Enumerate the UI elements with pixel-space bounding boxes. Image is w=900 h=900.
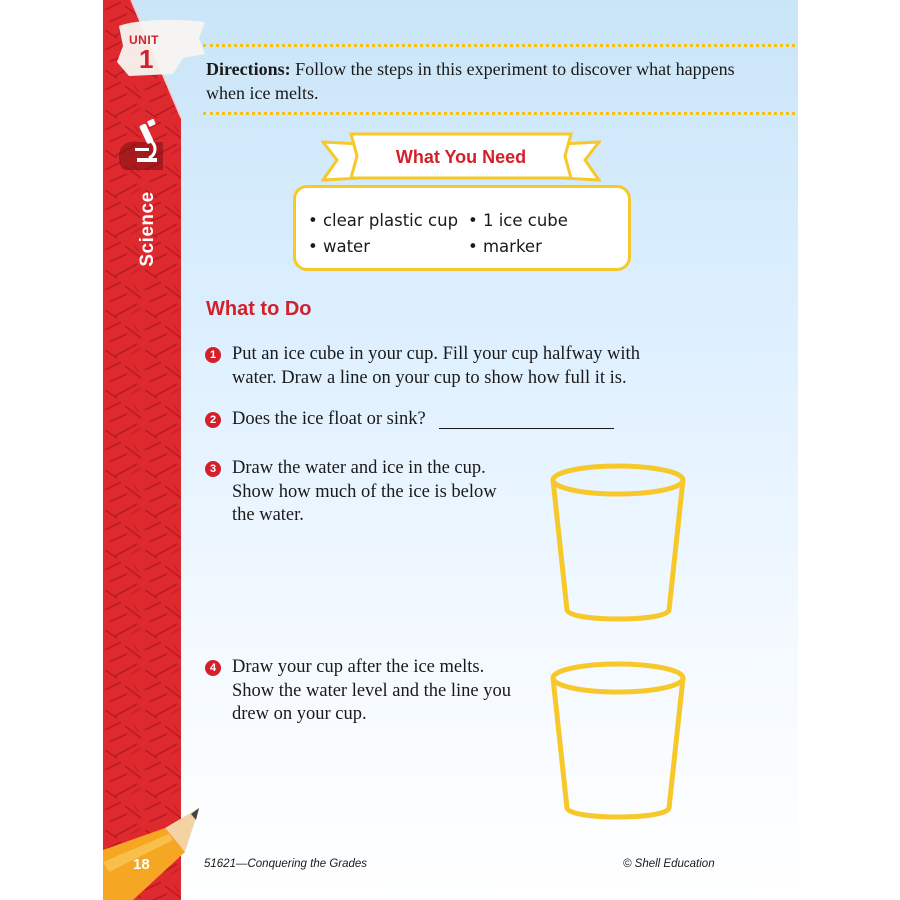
directions-body: Follow the steps in this experiment to discover what happens when ice melts. bbox=[206, 59, 735, 103]
material-item: • marker bbox=[468, 237, 542, 256]
step-text: Draw your cup after the ice melts. Show the water level and the line you drew on your cup. bbox=[232, 657, 511, 724]
step-number: 2 bbox=[205, 412, 221, 428]
footer-book-title: 51621—Conquering the Grades bbox=[204, 858, 368, 870]
material-item: • clear plastic cup bbox=[308, 211, 459, 230]
footer-copyright: © Shell Education bbox=[623, 858, 715, 870]
step-number: 3 bbox=[205, 461, 221, 477]
pencil-icon bbox=[103, 790, 223, 900]
step-text: Draw the water and ice in the cup. Show how much of the ice is below the water. bbox=[232, 458, 497, 525]
page-number: 18 bbox=[133, 856, 150, 873]
bottom-dotted-rule bbox=[203, 112, 798, 115]
top-dotted-rule bbox=[203, 44, 798, 47]
cup-drawing-area-1[interactable] bbox=[549, 462, 687, 626]
material-item: • 1 ice cube bbox=[468, 211, 568, 230]
step-number: 4 bbox=[205, 660, 221, 676]
material-item: • water bbox=[308, 237, 370, 256]
subject-label: Science bbox=[137, 191, 158, 267]
unit-tag-shape bbox=[113, 12, 209, 82]
materials-title: What You Need bbox=[395, 147, 527, 167]
step-number: 1 bbox=[205, 347, 221, 363]
answer-line[interactable] bbox=[439, 428, 614, 429]
cup-drawing-area-2[interactable] bbox=[549, 660, 687, 824]
step-text: Does the ice float or sink? bbox=[232, 409, 426, 429]
unit-number: 1 bbox=[139, 44, 154, 74]
directions-label: Directions: bbox=[206, 59, 291, 79]
microscope-icon bbox=[119, 118, 163, 170]
directions-text bbox=[206, 57, 766, 105]
step-text: Put an ice cube in your cup. Fill your cup halfway with water. Draw a line on your cup to show how full it is. bbox=[232, 344, 640, 388]
procedure-title: What to Do bbox=[206, 298, 312, 320]
unit-label: UNIT bbox=[129, 33, 159, 47]
worksheet-page bbox=[103, 0, 798, 900]
